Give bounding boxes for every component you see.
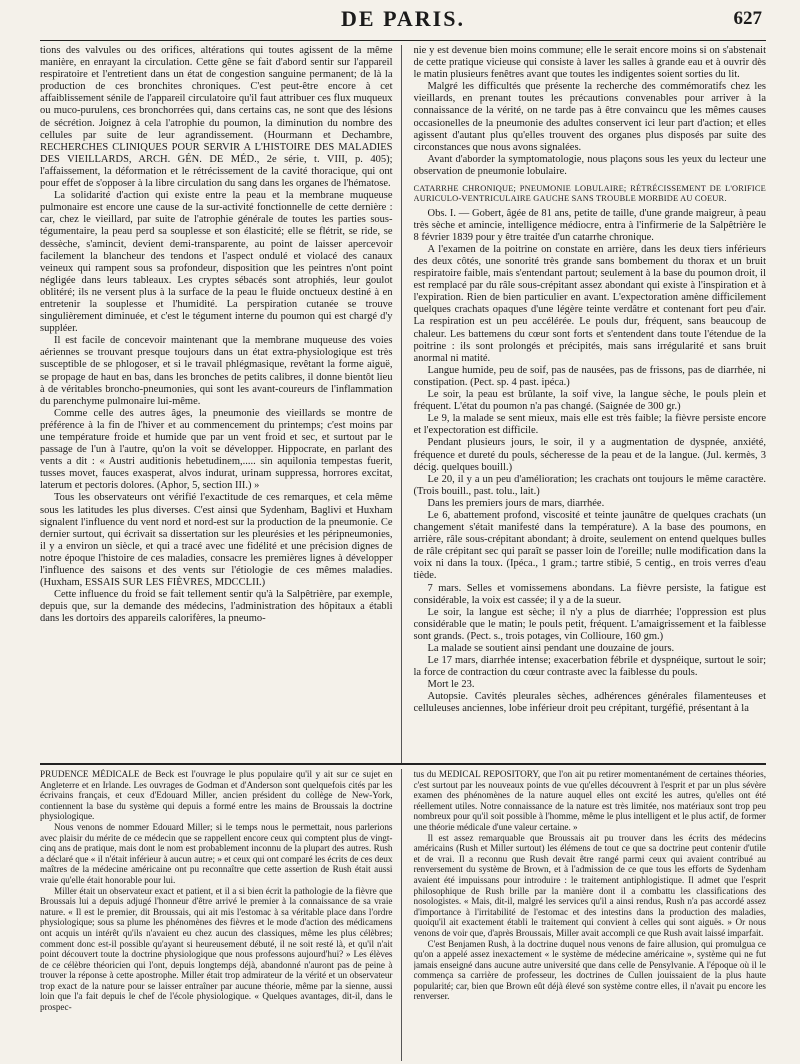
paragraph: La malade se soutient ainsi pendant une douzaine de jours.	[427, 643, 675, 654]
page-title: DE PARIS.	[341, 6, 465, 31]
paragraph: Nous venons de nommer Edouard Miller; si le temps nous le permettait, nous parlerions avec plaisir du mérite de ce médecin que se rappellent encore ceux qui comptent plus de vingt-cinq ans de pratique, mais dont le nom est probablement inconnu de la plupart des autres. Rush a déclaré que « il n'était inférieur à aucun autre; » et ceux qui ont comparé les écrits de ces deux maîtres de la médecine américaine ont pu reconnaître que cette assertion de Rush était aussi vraie qu'elle était honorable pour lui.	[40, 821, 393, 885]
paragraph: Le 6, abattement profond, viscosité et teinte jaunâtre de quelques crachats (un changement s'était manifesté dans la température). A la base des poumons, en arrière, râle sous-crépitant abondant; à droite, seulement on entend quelques bulles de râle crépitant sec qui paraît se passer loin de l'oreille; nulle modification dans la voix ni dans la toux. (Ipéca., 1 gram.; tartre stibié, 5 centig., en trois verres d'eau tiède.	[413, 509, 766, 582]
paragraph: A l'examen de la poitrine on constate en arrière, dans les deux tiers inférieurs des deux côtés, une sonorité très grande sans bombement du thorax et un bruit respiratoire faible, mais s'entendant partout; seulement à la base du poumon droit, il est remplacé par du râle sous-crépitant assez abondant qui existe à l'inspiration et à l'expiration. Rien de bien particulier en avant. L'expectoration amène difficilement quelques crachats opaques d'une légère teinte verdâtre et contenant fort peu d'air. La respiration est un peu accélérée. Le pouls dur, fréquent, sans beaucoup de chaleur. Les battemens du cœur sont forts et s'entendent dans toute l'étendue de la poitrine : ils sont prolongés et précipités, mais sans irrégularité et sans bruit anormal ni matité.	[413, 243, 766, 364]
lower-section	[40, 769, 766, 1061]
upper-section	[40, 45, 766, 763]
paragraph: La solidarité d'action qui existe entre la peau et la membrane muqueuse pulmonaire est encore une cause de la sur-activité fonctionnelle de cette dernière : car, chez le vieillard, par suite de l'atrophie générale de toutes les parties sous-tégumentaire, la peau perd sa souplesse et son élasticité; elle se flétrit, se ride, se dessèche, s'amincit, devient demi-transparente, au point de laisser apercevoir facilement la blancheur des tendons et l'aspect ondulé et violacé des canaux veineux qui rampent sous sa profondeur, disposition que les peintres n'ont point négligée dans leurs tableaux. Les cryptes sébacés sont atrophiés, leur goulot oblitéré; ils ne versent plus à la surface de la peau le fluide onctueux destiné à en entretenir la souplesse et l'humidité. La perspiration cutanée se trouve singulièrement diminuée, et c'est le tégument interne du poumon qui est chargé d'y suppléer.	[40, 190, 393, 335]
paragraph: Langue humide, peu de soif, pas de nausées, pas de frissons, pas de diarrhée, ni constipation. (Pect. sp. 4 past. ipéca.)	[413, 364, 766, 388]
paragraph: Tous les observateurs ont vérifié l'exactitude de ces remarques, et cela même sous les latitudes les plus diverses. C'est ainsi que Sydenham, Baglivi et Huxham signalent l'influence du vent nord et nord-est sur la production de la pneumonie. Ce dernier surtout, qui écrivait sa dissertation sur les pleurésies et les péripneumonies, il y a environ un siècle, et qui a tracé avec une fidélité et une précision dignes de notre époque l'histoire de ces maladies, consacre les premières lignes à développer l'influence des saisons et des vents sur l'étiologie de ces mêmes maladies. (Huxham, ESSAIS SUR LES FIÈVRES, MDCCLII.)	[40, 492, 393, 589]
paragraph: Obs. I. — Gobert, âgée de 81 ans, petite de taille, d'une grande maigreur, à peau très sèche et amincie, intelligence médiocre, entra à l'infirmerie de la Salpêtrière le 8 février 1839 pour y être traitée d'un catarrhe chronique.	[413, 207, 766, 243]
paragraph: tions des valvules ou des orifices, altérations qui toutes agissent de la même manière, en enrayant la circulation. Cette gêne se fait d'abord sentir sur l'appareil respiratoire et l'entretient dans un état de congestion sanguine permanent; de là la production de ces bronchites chroniques. C'est peut-être encore à cet affaiblissement sénile de l'appareil circulatoire qu'il faut attribuer ces flux muqueux ou muco-purulens, ces bronchorrées qui, dans certains cas, ne sont que des lésions de sécrétion. Joignez à cela l'atrophie du poumon, la diminution du nombre des cellules par suite de leur agrandissement. (Hourmann et Dechambre, RECHERCHES CLINIQUES POUR SERVIR A L'HISTOIRE DES MALADIES DES VIEILLARDS, ARCH. GÉN. DE MÉD., 2e série, t. VIII, p. 405); l'affaissement, la déformation et le rétrécissement de la cavité thoracique, qui ont pour effet de s'opposer à la libre circulation du sang dans les organes de l'hématose.	[40, 45, 393, 190]
page-header	[40, 0, 766, 40]
paragraph: Le 20, il y a un peu d'amélioration; les crachats ont toujours le même caractère. (Trois bouill., past. tolu., lait.)	[413, 473, 766, 497]
paragraph: Il est assez remarquable que Broussais ait pu trouver dans les écrits des médecins américains (Rush et Miller surtout) les élémens de tout ce que sa doctrine peut contenir d'utile et de vrai. Il a reconnu que Rush devait être rangé parmi ceux qui avaient contribué au renversement du système de Brown, et à l'admission de ce que tous les efforts de Sydenham avaient été impuissans pour introduire : le traitement antiphlogistique. Il admet que l'esprit philosophique de Rush brille par la manière dont il a combattu les classifications des nosologistes. « Mais, dit-il, malgré les services qu'il a ainsi rendus, Rush n'a pas accordé assez d'importance à l'irritabilité de l'estomac et des intestins dans la production des maladies, quoiqu'il ait exactement établi le traitement qui convient à celles qui sont aiguës. » Or nous venons de voir que, d'après Broussais, Miller avait accompli ce que Rush avait laissé imparfait.	[413, 832, 766, 938]
paragraph: PRUDENCE MÉDICALE de Beck est l'ouvrage le plus populaire qu'il y ait sur ce sujet en Angleterre et en Irlande. Les ouvrages de Godman et d'Anderson sont quelquefois cités par les écrivains français, et ceux d'Edouard Miller, ancien président du collège de New-York, contiennent la base du système qui depuis a formé entre les mains de Broussais la doctrine physiologique.	[40, 769, 393, 822]
upper-right-column	[414, 45, 767, 763]
page-number: 627	[733, 8, 762, 29]
case-heading: CATARRHE CHRONIQUE; PNEUMONIE LOBULAIRE; RÉTRÉCISSEMENT DE L'ORIFICE AURICULO-VENTRICULAIRE GAUCHE SANS TROUBLE MORBIDE AU COEUR.	[413, 184, 766, 203]
paragraph: Le soir, la langue est sèche; il n'y a plus de diarrhée; l'oppression est plus considérable que le matin; le pouls petit, fréquent. L'amaigrissement et la faiblesse sont grands. (Pect. s., trois potages, vin Collioure, 160 gm.)	[413, 606, 766, 642]
paragraph: Dans les premiers jours de mars, diarrhée.	[427, 497, 605, 509]
paragraph: Mort le 23.	[427, 679, 475, 691]
paragraph: Comme celle des autres âges, la pneumonie des vieillards se montre de préférence à la fin de l'hiver et au commencement du printemps; c'est moins par une température froide et humide que par un vent froid et sec, et surtout par le passage de l'un à l'autre, qu'on la voit se développer. Hippocrate, en parlant des vents a dit : « Austri auditionis hebetudinem,..... sin aquilonia tempestas fuerit, tusses movet, fauces exasperat, alvos indurat, urinam suppressa, horrores excitat, laterum et pectoris dolores. (Aphor, 5, section III.) »	[40, 407, 393, 492]
paragraph: Cette influence du froid se fait tellement sentir qu'à la Salpêtrière, par exemple, depuis que, sur la demande des médecins, l'administration des hôpitaux a établi dans les dortoirs des appareils calorifères, la pneumo-	[40, 589, 393, 625]
paragraph: C'est Benjamen Rush, à la doctrine duquel nous venons de faire allusion, qui promulgua ce qu'on a appelé assez inexactement « le système de médecine américaine », système qui ne fut jamais enseigné dans aucune autre université que dans celle de Pensylvanie. A l'époque où il le commença sa carrière de professeur, les doctrines de Cullen jouissaient de la plus haute popularité; car, bien que Brown eût déjà élevé son système contre elles, il n'avait pu encore les renverser.	[413, 938, 766, 1002]
paragraph: Il est facile de concevoir maintenant que la membrane muqueuse des voies aériennes se trouvant presque toujours dans un état extra-physiologique est très susceptible de se phlogoser, et si le travail phlégmasique, revêtant la forme aiguë, se propage de haut en bas, dans les bronches de petits calibres, il donne bientôt lieu à de véritables broncho-pneumonies, qui sont les avant-coureurs de l'inflammation du parenchyme pulmonaire lui-même.	[40, 335, 393, 407]
paragraph: Autopsie. Cavités pleurales sèches, adhérences générales filamenteuses et celluleuses anciennes, lobe inférieur droit peu crépitant, turgéfié, présentant à la	[413, 691, 766, 715]
header-rule	[40, 40, 766, 41]
paragraph: 7 mars. Selles et vomissemens abondans. La fièvre persiste, la fatigue est considérable, la voix est cassée; il y a de la sueur.	[413, 582, 766, 606]
paragraph: Avant d'aborder la symptomatologie, nous plaçons sous les yeux du lecteur une observation de pneumonie lobulaire.	[413, 153, 766, 177]
paragraph: Le 17 mars, diarrhée intense; exacerbation fébrile et dyspnéique, surtout le soir; la force de contraction du cœur contraste avec la faiblesse du pouls.	[413, 655, 766, 679]
paragraph: Miller était un observateur exact et patient, et il a si bien écrit la pathologie de la fièvre que Broussais lui a depuis adjugé l'honneur d'être arrivé le premier à la connaissance de sa vraie nature. « Il est le premier, dit Broussais, qui ait mis l'estomac à sa véritable place dans l'ordre physiologique; sous sa plume les phénomènes des fièvres et le mode d'action des médicamens ont acquis un intérêt qu'ils n'avaient eu chez aucun des classiques, même les plus célèbres; comment donc est-il possible qu'ayant si heureusement débuté, il ne soit resté là, et qu'il n'ait point découvert toute la doctrine physiologique que nous professons aujourd'hui? » Les élèves de ce célèbre théoricien qui l'ont, depuis longtemps déjà, abandonné n'auront pas de peine à trouver la réponse à cette apostrophe. Miller était trop admirateur de la vérité et un observateur trop exact de la nature pour se laisser entraîner par aucune théorie, même par la sienne, aussi loin que l'a fait depuis le chef de l'école physiologique. « Quelques avantages, dit-il, dans le prospec-	[40, 885, 393, 1013]
paragraph: Le 9, la malade se sent mieux, mais elle est très faible; la fièvre persiste encore et l'expectoration est difficile.	[413, 413, 766, 437]
section-separator	[40, 763, 766, 765]
lower-right-column	[414, 769, 767, 1061]
upper-left-column	[40, 45, 402, 763]
paragraph: Le soir, la peau est brûlante, la soif vive, la langue sèche, le pouls plein et fréquent. L'état du poumon n'a pas changé. (Saignée de 300 gr.)	[413, 389, 766, 413]
paragraph: nie y est devenue bien moins commune; elle le serait encore moins si on s'abstenait de cette pratique vicieuse qui consiste à laver les salles à grande eau et à ouvrir dès le matin plusieurs fenêtres avant que toutes les indigentes soient sorties du lit.	[413, 45, 766, 81]
lower-left-column	[40, 769, 402, 1061]
paragraph: tus du MEDICAL REPOSITORY, que l'on ait pu retirer momentanément de certaines théories, c'est surtout par les nouveaux points de vue qu'elles découvrent à l'esprit et par un plus sévère examen des phénomènes de la nature auquel elles ont excité les autres, qu'elles ont été réellement utiles. Notre connaissance de la nature est très limitée, nos matériaux sont trop peu nombreux pour qu'il soit possible à l'homme, même le plus intelligent et le plus actif, de former une théorie médicale d'une valeur certaine. »	[413, 769, 766, 832]
paragraph: Malgré les difficultés que présente la recherche des commémoratifs chez les vieillards, en prenant toutes les précautions convenables pour arriver à la connaissance de la vérité, on ne tarde pas à être convaincu que les mêmes causes occasionelles de la pneumonie des adultes conservent ici leur part d'action; et elles agissent d'autant plus qu'elles trouvent des organes plus disposés par suite des circonstances que nous avons signalées.	[413, 81, 766, 153]
paragraph: Pendant plusieurs jours, le soir, il y a augmentation de dyspnée, anxiété, fréquence et dureté du pouls, sécheresse de la peau et de la langue. (Jul. kermès, 3 décig. quelques bouill.)	[413, 437, 766, 473]
